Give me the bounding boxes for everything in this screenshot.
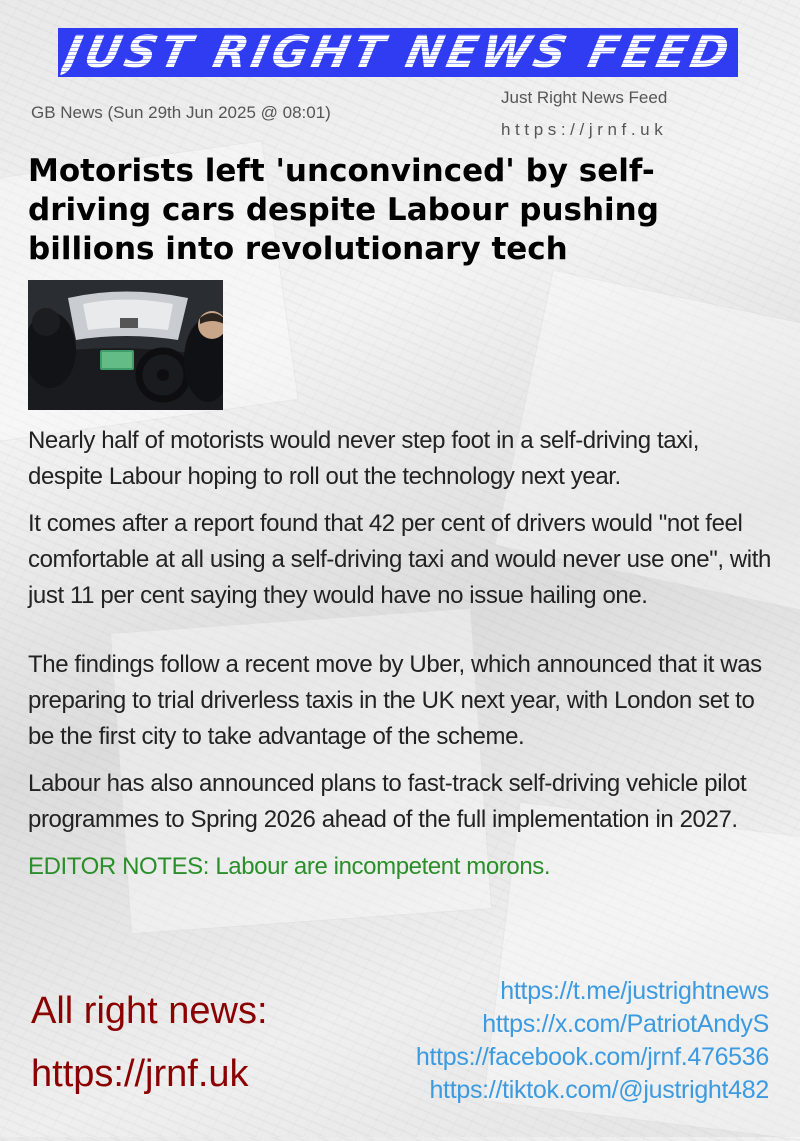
article-photo [28,280,223,410]
all-right-url[interactable]: https://jrnf.uk [31,1053,249,1095]
brand-url[interactable]: https://jrnf.uk [501,120,668,139]
article-paragraph: The findings follow a recent move by Uber, which announced that it was preparing to trial driverless taxis in the UK next year, with London set to be the first city to take advantage of the scheme. [28,651,762,750]
article-body [28,423,778,896]
editor-note: EDITOR NOTES: Labour are incompetent morons. [28,853,551,880]
article-paragraph: It comes after a report found that 42 per cent of drivers would "not feel comfortable at all using a self-driving taxi and would never use one", with just 11 per cent saying they would have no issue hailing one. [28,510,771,609]
article-headline: Motorists left 'unconvinced' by self-driving cars despite Labour pushing billions into revolutionary tech [28,153,659,267]
social-links [416,975,769,1107]
telegram-link[interactable]: https://t.me/justrightnews [500,977,769,1005]
site-banner [58,28,738,77]
article-source: GB News (Sun 29th Jun 2025 @ 08:01) [31,103,331,122]
brand-name: Just Right News Feed [501,88,668,107]
article-paragraph: Nearly half of motorists would never step foot in a self-driving taxi, despite Labour hoping to roll out the technology next year. [28,427,699,490]
all-right-label: All right news: [31,990,268,1032]
article-paragraph: Labour has also announced plans to fast-track self-driving vehicle pilot programmes to Spring 2026 ahead of the full implementation in 2027. [28,770,747,833]
car-interior-illustration [28,280,223,410]
x-link[interactable]: https://x.com/PatriotAndyS [482,1010,769,1038]
banner-title: JUST RIGHT NEWS FEED [59,27,737,78]
tiktok-link[interactable]: https://tiktok.com/@justright482 [429,1076,769,1104]
facebook-link[interactable]: https://facebook.com/jrnf.476536 [415,1043,769,1071]
